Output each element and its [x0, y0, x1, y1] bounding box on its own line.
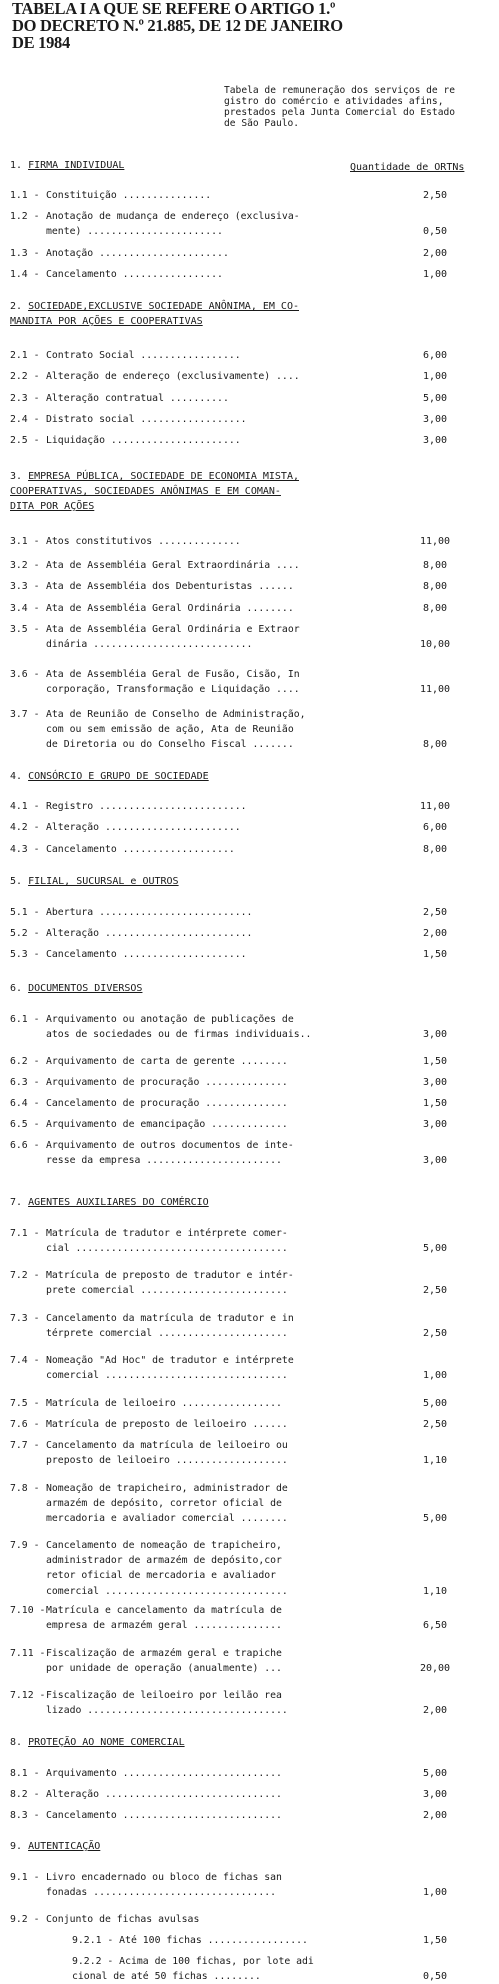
item-value: 1,00	[422, 1370, 448, 1382]
item-description: Ata de Assembléia Geral Ordinária e Extraor dinária ...........................	[46, 624, 300, 651]
document-subtitle: Tabela de remuneração dos serviços de re gistro do comércio e atividades afins, prestados pela Junta Comercial do Estado de São Paulo.	[224, 85, 456, 129]
item-code: 7.9 -	[10, 1540, 40, 1551]
item-code: 7.5 -	[10, 1398, 40, 1409]
item-code: 1.1 -	[10, 190, 40, 201]
item-description: Registro .........................	[46, 801, 247, 812]
item-description: 9.2.1 - Até 100 fichas .................	[72, 1935, 308, 1946]
item-code: 3.6 -	[10, 669, 40, 680]
item-description: Atos constitutivos ..............	[46, 536, 241, 547]
item-code: 2.4 -	[10, 414, 40, 425]
item-code: 7.2 -	[10, 1270, 40, 1281]
item-description: Matrícula de leiloeiro .................	[46, 1398, 282, 1409]
item-value: 6,50	[422, 1620, 448, 1632]
item-code: 6.4 -	[10, 1098, 40, 1109]
item-code: 4.1 -	[10, 801, 40, 812]
item-description: Matrícula de preposto de leiloeiro ......	[46, 1419, 288, 1430]
item-description: Matrícula de preposto de tradutor e intér- prete comercial .........................	[46, 1270, 294, 1297]
section-number: 3.	[10, 471, 29, 482]
section-number: 4.	[10, 771, 29, 782]
item-code: 6.6 -	[10, 1140, 40, 1151]
item-value: 2,00	[422, 928, 448, 939]
item-code: 6.2 -	[10, 1056, 40, 1067]
item-description: Cancelamento ...........................	[46, 1810, 282, 1821]
section-heading	[10, 769, 480, 784]
item-value: 8,00	[422, 581, 448, 592]
item-value: 2,50	[422, 907, 448, 918]
item-description: Alteração de endereço (exclusivamente) ....	[46, 371, 300, 382]
item-code: 6.1 -	[10, 1014, 40, 1025]
item-description: 9.2.2 - Acima de 100 fichas, por lote adi cional de até 50 fichas ........	[72, 1956, 314, 1983]
section-title: AUTENTICAÇÃO	[28, 1841, 101, 1852]
item-description: Fiscalização de armazém geral e trapiche por unidade de operação (anualmente) ...	[46, 1648, 282, 1675]
section-number: 7.	[10, 1197, 29, 1208]
item-value: 8,00	[422, 844, 448, 855]
item-value: 0,50	[422, 1971, 448, 1983]
item-description: Constituição ...............	[46, 190, 212, 201]
item-code: 2.2 -	[10, 371, 40, 382]
item-value: 3,00	[422, 1155, 448, 1167]
section-number: 8.	[10, 1737, 29, 1748]
item-value: 1,00	[422, 269, 448, 280]
item-value: 11,00	[419, 684, 451, 696]
item-value: 5,00	[422, 1768, 448, 1779]
item-value: 3,00	[422, 1077, 448, 1088]
item-value: 5,00	[422, 393, 448, 404]
section-heading	[10, 299, 480, 329]
item-description: Arquivamento de outros documentos de inte- resse da empresa .......................	[46, 1140, 294, 1167]
section-heading	[10, 1195, 480, 1210]
item-description: Arquivamento ...........................	[46, 1768, 282, 1779]
item-value: 5,00	[422, 1513, 448, 1525]
item-code: 8.2 -	[10, 1789, 40, 1800]
item-code: 5.1 -	[10, 907, 40, 918]
item-description: Cancelamento .....................	[46, 949, 247, 960]
item-code: 7.12 -	[10, 1690, 46, 1701]
item-description: Cancelamento de procuração ..............	[46, 1098, 288, 1109]
item-value: 2,00	[422, 248, 448, 259]
item-description: Livro encadernado ou bloco de fichas san fonadas ...............................	[46, 1872, 282, 1899]
section-number: 1.	[10, 160, 29, 171]
section-heading	[10, 1839, 480, 1854]
item-description: Arquivamento ou anotação de publicações de atos de sociedades ou de firmas individuais..	[46, 1014, 312, 1041]
item-code: 2.1 -	[10, 350, 40, 361]
item-description: Arquivamento de procuração ..............	[46, 1077, 288, 1088]
item-value: 3,00	[422, 1119, 448, 1130]
section-number: 5.	[10, 876, 29, 887]
item-value: 3,00	[422, 435, 448, 446]
item-description: Cancelamento de nomeação de trapicheiro, administrador de armazém de depósito,cor retor oficial de mercadoria e avaliador comercial ...............................	[46, 1540, 288, 1597]
item-value: 8,00	[422, 560, 448, 571]
item-value: 1,00	[422, 1887, 448, 1899]
section-heading	[10, 874, 480, 889]
item-value: 3,00	[422, 1029, 448, 1041]
item-description: Conjunto de fichas avulsas	[46, 1914, 200, 1925]
item-code: 4.2 -	[10, 822, 40, 833]
section-heading	[10, 469, 480, 514]
column-header: Quantidade de ORTNs	[350, 162, 465, 173]
item-code: 1.3 -	[10, 248, 40, 259]
item-description: Ata de Reunião de Conselho de Administração, com ou sem emissão de ação, Ata de Reunião de Diretoria ou do Conselho Fiscal .......	[46, 709, 306, 751]
section-title: FILIAL, SUCURSAL e OUTROS	[28, 876, 179, 887]
item-value: 6,00	[422, 822, 448, 833]
item-value: 10,00	[419, 639, 451, 651]
item-code: 3.4 -	[10, 603, 40, 614]
item-description: Cancelamento .................	[46, 269, 223, 280]
section-title: AGENTES AUXILIARES DO COMÉRCIO	[28, 1197, 209, 1208]
item-description: Cancelamento ...................	[46, 844, 235, 855]
item-description: Fiscalização de leiloeiro por leilão rea lizado ..................................	[46, 1690, 288, 1717]
item-value: 3,00	[422, 1789, 448, 1800]
item-description: Matrícula e cancelamento da matrícula de empresa de armazém geral ...............	[46, 1605, 282, 1632]
item-value: 8,00	[422, 603, 448, 614]
item-description: Nomeação "Ad Hoc" de tradutor e intérprete comercial ...............................	[46, 1355, 294, 1382]
item-value: 2,00	[422, 1810, 448, 1821]
item-description: Ata de Assembléia Geral Ordinária ........	[46, 603, 294, 614]
item-code: 1.2 -	[10, 211, 40, 222]
item-value: 20,00	[419, 1663, 451, 1675]
section-title: EMPRESA PÚBLICA, SOCIEDADE DE ECONOMIA MISTA, COOPERATIVAS, SOCIEDADES ANÔNIMAS E EM COMAN- DITA POR AÇÕES	[10, 471, 299, 512]
item-description: Contrato Social .................	[46, 350, 241, 361]
section-title: SOCIEDADE,EXCLUSIVE SOCIEDADE ANÔNIMA, EM CO- MANDITA POR AÇÕES E COOPERATIVAS	[10, 301, 299, 327]
item-description: Alteração contratual ..........	[46, 393, 229, 404]
section-number: 6.	[10, 983, 29, 994]
item-value: 11,00	[419, 536, 451, 547]
document-title: TABELA I A QUE SE REFERE O ARTIGO 1.º DO DECRETO N.º 21.885, DE 12 DE JANEIRO DE 1984	[12, 0, 343, 52]
section-title: PROTEÇÃO AO NOME COMERCIAL	[28, 1737, 185, 1748]
item-code: 3.5 -	[10, 624, 40, 635]
item-value: 1,10	[422, 1455, 448, 1467]
item-code: 4.3 -	[10, 844, 40, 855]
item-value: 3,00	[422, 414, 448, 425]
item-description: Abertura ..........................	[46, 907, 253, 918]
item-value: 8,00	[422, 739, 448, 751]
item-code: 9.1 -	[10, 1872, 40, 1883]
item-code: 7.8 -	[10, 1483, 40, 1494]
item-description: Anotação ......................	[46, 248, 229, 259]
item-description: Arquivamento de emancipação .............	[46, 1119, 288, 1130]
item-code: 1.4 -	[10, 269, 40, 280]
item-description: Nomeação de trapicheiro, administrador de armazém de depósito, corretor oficial de mercadoria e avaliador comercial ........	[46, 1483, 288, 1525]
item-code: 3.1 -	[10, 536, 40, 547]
item-value: 1,00	[422, 371, 448, 382]
item-description: Alteração .........................	[46, 928, 253, 939]
item-value: 2,50	[422, 190, 448, 201]
item-value: 2,50	[422, 1419, 448, 1430]
section-title: CONSÓRCIO E GRUPO DE SOCIEDADE	[28, 771, 209, 782]
section-number: 2.	[10, 301, 29, 312]
item-description: Ata de Assembléia Geral Extraordinária ....	[46, 560, 300, 571]
item-value: 1,50	[422, 1056, 448, 1067]
item-code: 3.2 -	[10, 560, 40, 571]
item-value: 2,00	[422, 1705, 448, 1717]
item-code: 6.5 -	[10, 1119, 40, 1130]
item-code: 7.4 -	[10, 1355, 40, 1366]
item-description: Matrícula de tradutor e intérprete comer- cial ....................................	[46, 1228, 288, 1255]
item-description: Ata de Assembléia Geral de Fusão, Cisão, In corporação, Transformação e Liquidação ....	[46, 669, 300, 696]
item-code: 7.7 -	[10, 1440, 40, 1451]
item-value: 1,50	[422, 1935, 448, 1946]
item-code: 5.2 -	[10, 928, 40, 939]
item-code: 9.2 -	[10, 1914, 40, 1925]
item-code: 7.10 -	[10, 1605, 46, 1616]
item-value: 5,00	[422, 1243, 448, 1255]
item-description: Distrato social ..................	[46, 414, 247, 425]
item-value: 6,00	[422, 350, 448, 361]
section-title: DOCUMENTOS DIVERSOS	[28, 983, 143, 994]
item-value: 2,50	[422, 1328, 448, 1340]
item-code: 3.3 -	[10, 581, 40, 592]
item-value: 1,50	[422, 949, 448, 960]
item-description: Alteração .......................	[46, 822, 241, 833]
section-heading	[10, 158, 480, 173]
item-code: 7.6 -	[10, 1419, 40, 1430]
item-value: 1,10	[422, 1585, 448, 1597]
item-value: 0,50	[422, 226, 448, 238]
item-description: Cancelamento da matrícula de tradutor e in térprete comercial ......................	[46, 1313, 294, 1340]
item-value: 2,50	[422, 1285, 448, 1297]
item-value: 1,50	[422, 1098, 448, 1109]
item-code: 8.1 -	[10, 1768, 40, 1779]
item-description: Anotação de mudança de endereço (exclusiva- mente) .......................	[46, 211, 300, 238]
item-code: 7.1 -	[10, 1228, 40, 1239]
item-code: 8.3 -	[10, 1810, 40, 1821]
section-heading	[10, 981, 480, 996]
item-description: Liquidação ......................	[46, 435, 241, 446]
item-code: 6.3 -	[10, 1077, 40, 1088]
item-description: Cancelamento da matrícula de leiloeiro ou preposto de leiloeiro ...................	[46, 1440, 288, 1467]
item-value: 11,00	[419, 801, 451, 812]
item-code: 2.5 -	[10, 435, 40, 446]
section-number: 9.	[10, 1841, 29, 1852]
item-code: 5.3 -	[10, 949, 40, 960]
section-title: FIRMA INDIVIDUAL	[28, 160, 125, 171]
item-description: Alteração ..............................	[46, 1789, 282, 1800]
item-code: 7.11 -	[10, 1648, 46, 1659]
item-value: 5,00	[422, 1398, 448, 1409]
item-description: Ata de Assembléia dos Debenturistas ......	[46, 581, 294, 592]
item-code: 2.3 -	[10, 393, 40, 404]
item-code: 7.3 -	[10, 1313, 40, 1324]
section-heading	[10, 1735, 480, 1750]
item-code: 3.7 -	[10, 709, 40, 720]
item-description: Arquivamento de carta de gerente ........	[46, 1056, 288, 1067]
